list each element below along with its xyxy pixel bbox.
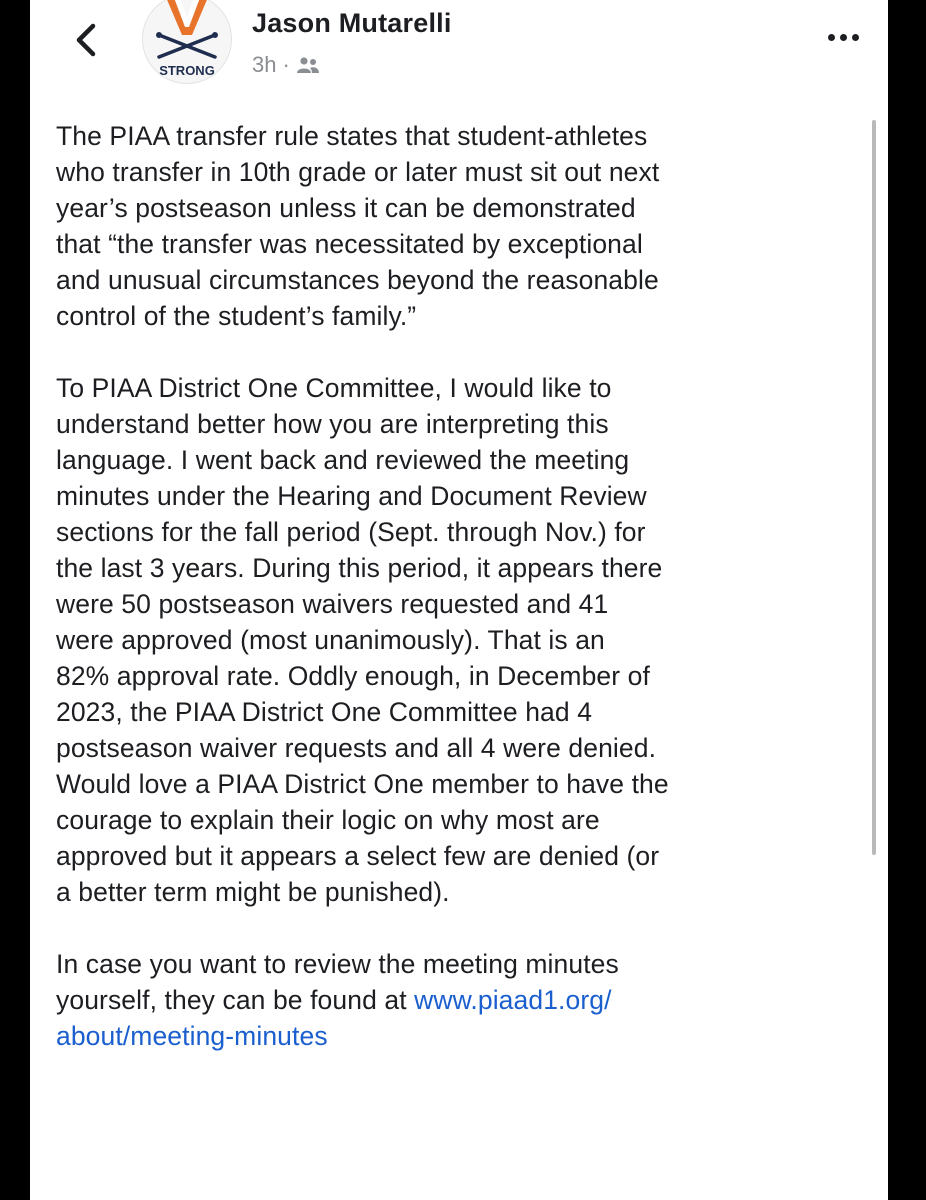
- text-line: approved but it appears a select few are denied (or: [56, 841, 660, 871]
- text-line-lead: yourself, they can be found at: [56, 985, 415, 1015]
- text-line: 82% approval rate. Oddly enough, in December of: [56, 661, 650, 691]
- post-paragraph-3: [56, 946, 868, 1054]
- chevron-left-icon: [75, 23, 97, 57]
- text-line: [56, 1018, 868, 1054]
- text-line: year’s postseason unless it can be demonstrated: [56, 193, 636, 223]
- post-body: [56, 118, 868, 1090]
- author-name[interactable]: Jason Mutarelli: [252, 8, 452, 38]
- meeting-minutes-link-part2[interactable]: about/meeting-minutes: [56, 1021, 328, 1051]
- text-line: language. I went back and reviewed the meeting: [56, 445, 630, 475]
- text-line: The PIAA transfer rule states that student-athletes: [56, 121, 648, 151]
- text-line: [56, 982, 868, 1018]
- text-line: who transfer in 10th grade or later must sit out next: [56, 157, 660, 187]
- more-horizontal-icon: [828, 34, 835, 41]
- text-line: courage to explain their logic on why most are: [56, 805, 600, 835]
- meeting-minutes-link-part1[interactable]: www.piaad1.org/: [414, 985, 612, 1015]
- text-line: In case you want to review the meeting minutes: [56, 949, 619, 979]
- text-line: a better term might be punished).: [56, 877, 450, 907]
- text-line: postseason waiver requests and all 4 were denied.: [56, 733, 657, 763]
- text-line: Would love a PIAA District One member to have the: [56, 769, 669, 799]
- text-line: that “the transfer was necessitated by exceptional: [56, 229, 643, 259]
- avatar-logo-icon: [143, 0, 231, 83]
- avatar-text: STRONG: [159, 63, 215, 78]
- text-line: 2023, the PIAA District One Committee had 4: [56, 697, 593, 727]
- text-line: To PIAA District One Committee, I would like to: [56, 373, 612, 403]
- back-button[interactable]: [66, 18, 106, 62]
- avatar[interactable]: [142, 0, 232, 84]
- more-options-button[interactable]: [820, 22, 866, 52]
- scrollbar[interactable]: [872, 120, 876, 855]
- text-line: minutes under the Hearing and Document Review: [56, 481, 647, 511]
- text-line: and unusual circumstances beyond the reasonable: [56, 265, 659, 295]
- text-line: were approved (most unanimously). That is an: [56, 625, 605, 655]
- post-paragraph-1: [56, 118, 868, 334]
- friends-icon: [296, 56, 320, 74]
- more-dot: [840, 34, 847, 41]
- meta-separator: ·: [282, 52, 290, 77]
- text-line: sections for the fall period (Sept. through Nov.) for: [56, 517, 646, 547]
- text-line: the last 3 years. During this period, it appears there: [56, 553, 663, 583]
- more-dot: [852, 34, 859, 41]
- post-time[interactable]: 3h: [252, 52, 277, 77]
- post-paragraph-2: [56, 370, 868, 910]
- text-line: understand better how you are interpreting this: [56, 409, 609, 439]
- text-line: were 50 postseason waivers requested and 41: [56, 589, 609, 619]
- text-line: control of the student’s family.”: [56, 301, 417, 331]
- post-screen: [30, 0, 888, 1200]
- post-meta: [252, 52, 320, 78]
